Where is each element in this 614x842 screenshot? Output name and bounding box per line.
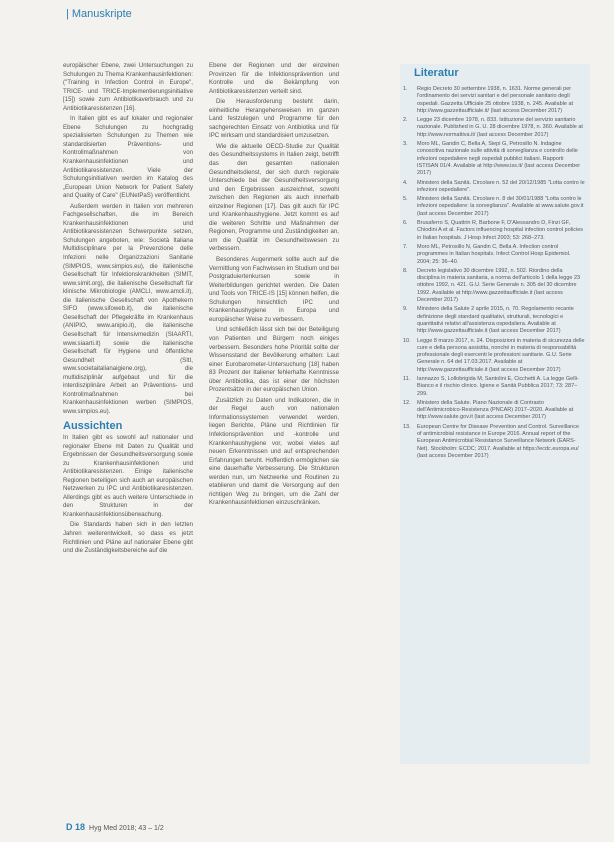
reference-item <box>403 196 585 218</box>
reference-text: Regio Decreto 30 settembre 1938, n. 1631. Norme generali per l'ordinamento dei servizi sanitari e del personale sanitario degli ospedali. Gazzetta Ufficiale 25 ottobre 1938, n. 245. Available at http://www.gazzettaufficiale.it/ (last access December 2017) <box>417 86 574 114</box>
col1-paragraph: Die Standards haben sich in den letzten Jahren weiterentwickelt, so dass es jetzt Richtlinien und Pläne auf nationaler Ebene gibt und die Zuständigkeitsbereiche auf die <box>63 521 193 555</box>
reference-item <box>403 180 585 195</box>
reference-text: Ministero della Sanità. Circolare n. 8 del 30/01/1988 "Lotta contro le infezioni ospedaliere: la sorveglianza". Available at www.salute.gov.it (last access December 2017) <box>417 196 584 217</box>
col1-paragraph: In Italien gibt es auf lokaler und regionaler Ebene Schulungen zu hochgradig spezialisierten Schulungen zu Themen wie standardisierten Präventions- und Kontrollmaßnahmen von Krankenhausinfektionen und Antibiotikaresistenzen. Viele der Schulungsinitiativen werden im Katalog des „European Union Network for Patient Safety and Quality of Care" (EUNetPaS) veröffentlicht. <box>63 115 193 200</box>
reference-number: 12. <box>403 399 411 406</box>
reference-text: Moro ML, Gandin C, Bella A, Siepi G, Petrosillo N. Indagine conoscitiva nazionale sulle attività di sorveglianza e controllo delle infezioni ospedaliere negli ospedali pubblici italiani. Rapporti ISTISAN 01/4. Available at http://www.iss.it/ (last access December 2017) <box>417 141 581 177</box>
reference-item <box>403 376 585 398</box>
reference-number: 9. <box>403 306 408 313</box>
reference-text: Ministero della Salute 2 aprile 2015, n. 70. Regolamento recante definizione degli standard qualitativi, strutturali, tecnologici e quantitativi relativi all'assistenza ospedaliera. Available at http://www.gazzettaufficiale.it (last access December 2017) <box>417 306 574 335</box>
page-number: D 18 <box>66 822 86 832</box>
col2-paragraph: Besonderes Augenmerk sollte auch auf die Vermittlung von Fachwissen im Studium und bei Postgraduiertenkursen sowie in Weiterbildungen gerichtet werden. Die Daten und Tools von TRICE-IS [15] können helfen, die Schulungen hinsichtlich IPC und Krankenhaushygiene in Europa und europäischer Weise zu verbessern. <box>209 256 339 323</box>
col1-paragraph: In Italien gibt es sowohl auf nationaler und regionaler Ebene mit Daten zu Qualität und Ergebnissen der Gesundheitsversorgung sowie zu Krankenhausinfektionen und Antibiotikaresistenzen. Einige italienische Regionen beteiligen sich auch an europäischen Netzwerken zu IPC und Antibiotikaresistenzen. Allerdings gibt es auch weitere Unterschiede in den Strukturen in der Krankenhausinfektionsüberwachung. <box>63 433 193 518</box>
col2-paragraph: Und schließlich lässt sich bei der Beteiligung von Patienten und Bürgern noch einiges verbessern. Besonders hohe Priorität sollte der Wissensstand der Bevölkerung erhalten: Laut einer Eurobarometer-Untersuchung [18] haben 83 Prozent der Italiener fehlerhafte Kenntnisse über Antibiotika, das ist einer der höchsten Prozentsätze in der europäischen Union. <box>209 326 339 394</box>
header-bar: | <box>66 8 69 20</box>
reference-text: Brusaferro S, Quattrin R, Barbone F, D'Alessandro D, Finzi GF, Chiodini A et al. Factors influencing hospital infection control policies in Italian hospitals. J Hosp Infect 2003; 53: 268–273. <box>417 220 584 241</box>
reference-text: Ministero della Salute. Piano Nazionale di Contrasto dell'Antimicrobico-Resistenza (PNCAR) 2017–2020. Available at http://www.salute.gov.it (last access December 2017) <box>417 399 574 421</box>
reference-item <box>403 338 585 374</box>
reference-text: Legge 23 dicembre 1978, n. 833. Istituzione del servizio sanitario nazionale. Published in G. U. 28 dicembre 1978, n. 360. Available at http://www.normattiva.it/ (last access December 2017) <box>417 117 583 138</box>
reference-number: 6. <box>403 220 408 227</box>
reference-text: Legge 8 marzo 2017, n. 24. Disposizioni in materia di sicurezza delle cure e della persona assistita, nonché in materia di responsabilità professionale degli esercenti le professioni sanitarie. G.U. Serie Generale n. 64 del 17.03.2017. Available at http://www.gazzettaufficiale.it (last access December 2017) <box>417 337 585 373</box>
reference-number: 4. <box>403 179 408 186</box>
reference-list <box>403 86 585 462</box>
reference-text: Ministero della Sanità. Circolare n. 52 del 20/12/1985 "Lotta contro le infezioni ospedaliere". <box>417 179 585 193</box>
reference-text: Decreto legislativo 30 dicembre 1992, n. 502. Riordino della disciplina in materia sanitaria, a norma dell'articolo 1 della legge 23 ottobre 1992, n. 421. G.U. Serie Generale n. 305 del 30 dicembre 1992. Available at http://www.gazzettaufficiale.it (last access December 2017) <box>417 267 581 304</box>
reference-item <box>403 424 585 460</box>
section-title-aussichten: Aussichten <box>63 420 123 433</box>
reference-item <box>403 306 585 335</box>
reference-item <box>403 244 585 266</box>
reference-item <box>403 117 585 139</box>
col1-paragraph: europäischer Ebene, zwei Untersuchungen zu Schulungen zu Thema Krankenhausinfektionen: ("Training in Infection Control in Europe", TRICE- und TRICE-Implementierungsinitiative [15]) sowie zum Antibiotikaverbrauch und zu Antibiotikaresistenzen [16]. <box>63 62 193 112</box>
header-title: Manuskripte <box>71 8 132 20</box>
col2-paragraph: Die Herausforderung besteht darin, einheitliche Herangehensweisen im ganzen Land festzulegen und Programme für den sachgerechten Einsatz von Antibiotika und für IPC wirksam und standardisiert umzusetzen. <box>209 98 339 140</box>
column-1 <box>63 62 193 558</box>
page-header <box>66 8 132 20</box>
reference-item <box>403 86 585 115</box>
journal-citation: Hyg Med 2018; 43 – 1/2 <box>89 825 164 832</box>
literature-title: Literatur <box>414 67 459 79</box>
reference-text: Iannazzo S, Lollobrigida M, Santolini E, Cicchetti A. La legge Gelli-Bianco e il rischio clinico. Igiene e Sanità Pubblica 2017; 73: 287–299. <box>417 375 579 397</box>
reference-number: 1. <box>403 86 408 92</box>
reference-number: 7. <box>403 243 408 250</box>
col1-paragraph: Außerdem werden in Italien von mehreren Fachgesellschaften, die im Bereich Krankenhausinfektionen und Antibiotikaresistenzen Schwerpunkte setzen, Schulungen angeboten, wie: Società Italiana Multidisciplinare per la Prevenzione delle Infezioni nelle Organizzazioni Sanitarie (SIMPIOS, www.simpios.eu), die italienische Gesellschaft für Infektionskrankheiten (SIMIT, www.simit.org), die italienische Gesellschaft für klinische Mikrobiologie (AMCLI, www.amcli.it), die italienische Gesellschaft von Apothekern SIFO (www.sifoweb.it), die italienische Gesellschaft der Pflegekräfte im Krankenhaus (ANIPIO, www.anipio.it), die italienische Gesellschaft für Intensivmedizin (SIAARTI, www.siaarti.it) sowie die italienische Gesellschaft für Hygiene und öffentliche Gesundheit (SItI, www.societaitalianaigiene.org), die multidisziplinär aufgebaut und für die interdisziplinäre Arbeit an Präventions- und Kontrollmaßnahmen bei Krankenhausinfektionen werben (SIMPIOS, www.simpios.eu). <box>63 202 193 415</box>
col2-paragraph: Zusätzlich zu Daten und Indikatoren, die in der Regel auch von nationalen Informationssystemen verwendet werden, liegen Berichte, Pläne und Richtlinien für Infektionsprävention und -kontrolle und Krankenhaushygiene vor, wobei vieles auf neuen Erkenntnissen und auf entsprechenden Erfahrungen beruht. Hoffentlich ermöglichen sie eine dauerhafte Verbesserung. Die Strukturen werden nun, um Netzwerke und Routinen zu etablieren und damit die Versorgung auf den richtigen Weg zu bringen, um die Zahl der Krankenhausinfektionen einzuschränken. <box>209 396 339 507</box>
reference-number: 11. <box>403 375 411 382</box>
reference-item <box>403 268 585 304</box>
reference-text: Moro ML, Petrosillo N, Gandin C, Bella A. Infection control programmes in Italian hospitals. Infect Control Hosp Epidemiol. 2004; 25: 36–40. <box>417 243 571 265</box>
reference-number: 13. <box>403 423 411 430</box>
col2-paragraph: Wie die aktuelle OECD-Studie zur Qualität des Gesundheitssystems in Italien zeigt, betrifft das den gesamten nationalen Gesundheitsdienst, der sich durch regionale Unterschiede bei der Gesundheitsversorgung und den Ergebnissen auszeichnet, sowohl zwischen den Regionen als auch innerhalb einzelner Regionen [17]. Das gilt auch für IPC und Krankenhaushygiene. Jetzt kommt es auf die weiteren Schritte und Maßnahmen der Regionen, Programme und Zuständigkeiten an, um die Qualität im Gesundheitswesen zu verbessern. <box>209 142 339 253</box>
reference-item <box>403 141 585 177</box>
column-2 <box>209 62 339 510</box>
reference-item <box>403 220 585 242</box>
reference-number: 2. <box>403 117 408 124</box>
reference-text: European Centre for Disease Prevention and Control. Surveillance of antimicrobial resistance in Europe 2016. Annual report of the European Antimicrobial Resistance Surveillance Network (EARS-Net). Stockholm: ECDC; 2017. Available at https://ecdc.europa.eu/ (last access December 2017) <box>417 423 580 459</box>
reference-number: 3. <box>403 141 408 148</box>
reference-number: 5. <box>403 196 408 203</box>
reference-number: 10. <box>403 337 411 344</box>
reference-number: 8. <box>403 267 408 274</box>
reference-item <box>403 400 585 422</box>
col2-paragraph: Ebene der Regionen und der einzelnen Provinzen für die Infektionsprävention und Kontrolle und die Bekämpfung von Antibiotikaresistenzen verteilt sind. <box>209 62 339 95</box>
page-footer <box>66 822 164 832</box>
